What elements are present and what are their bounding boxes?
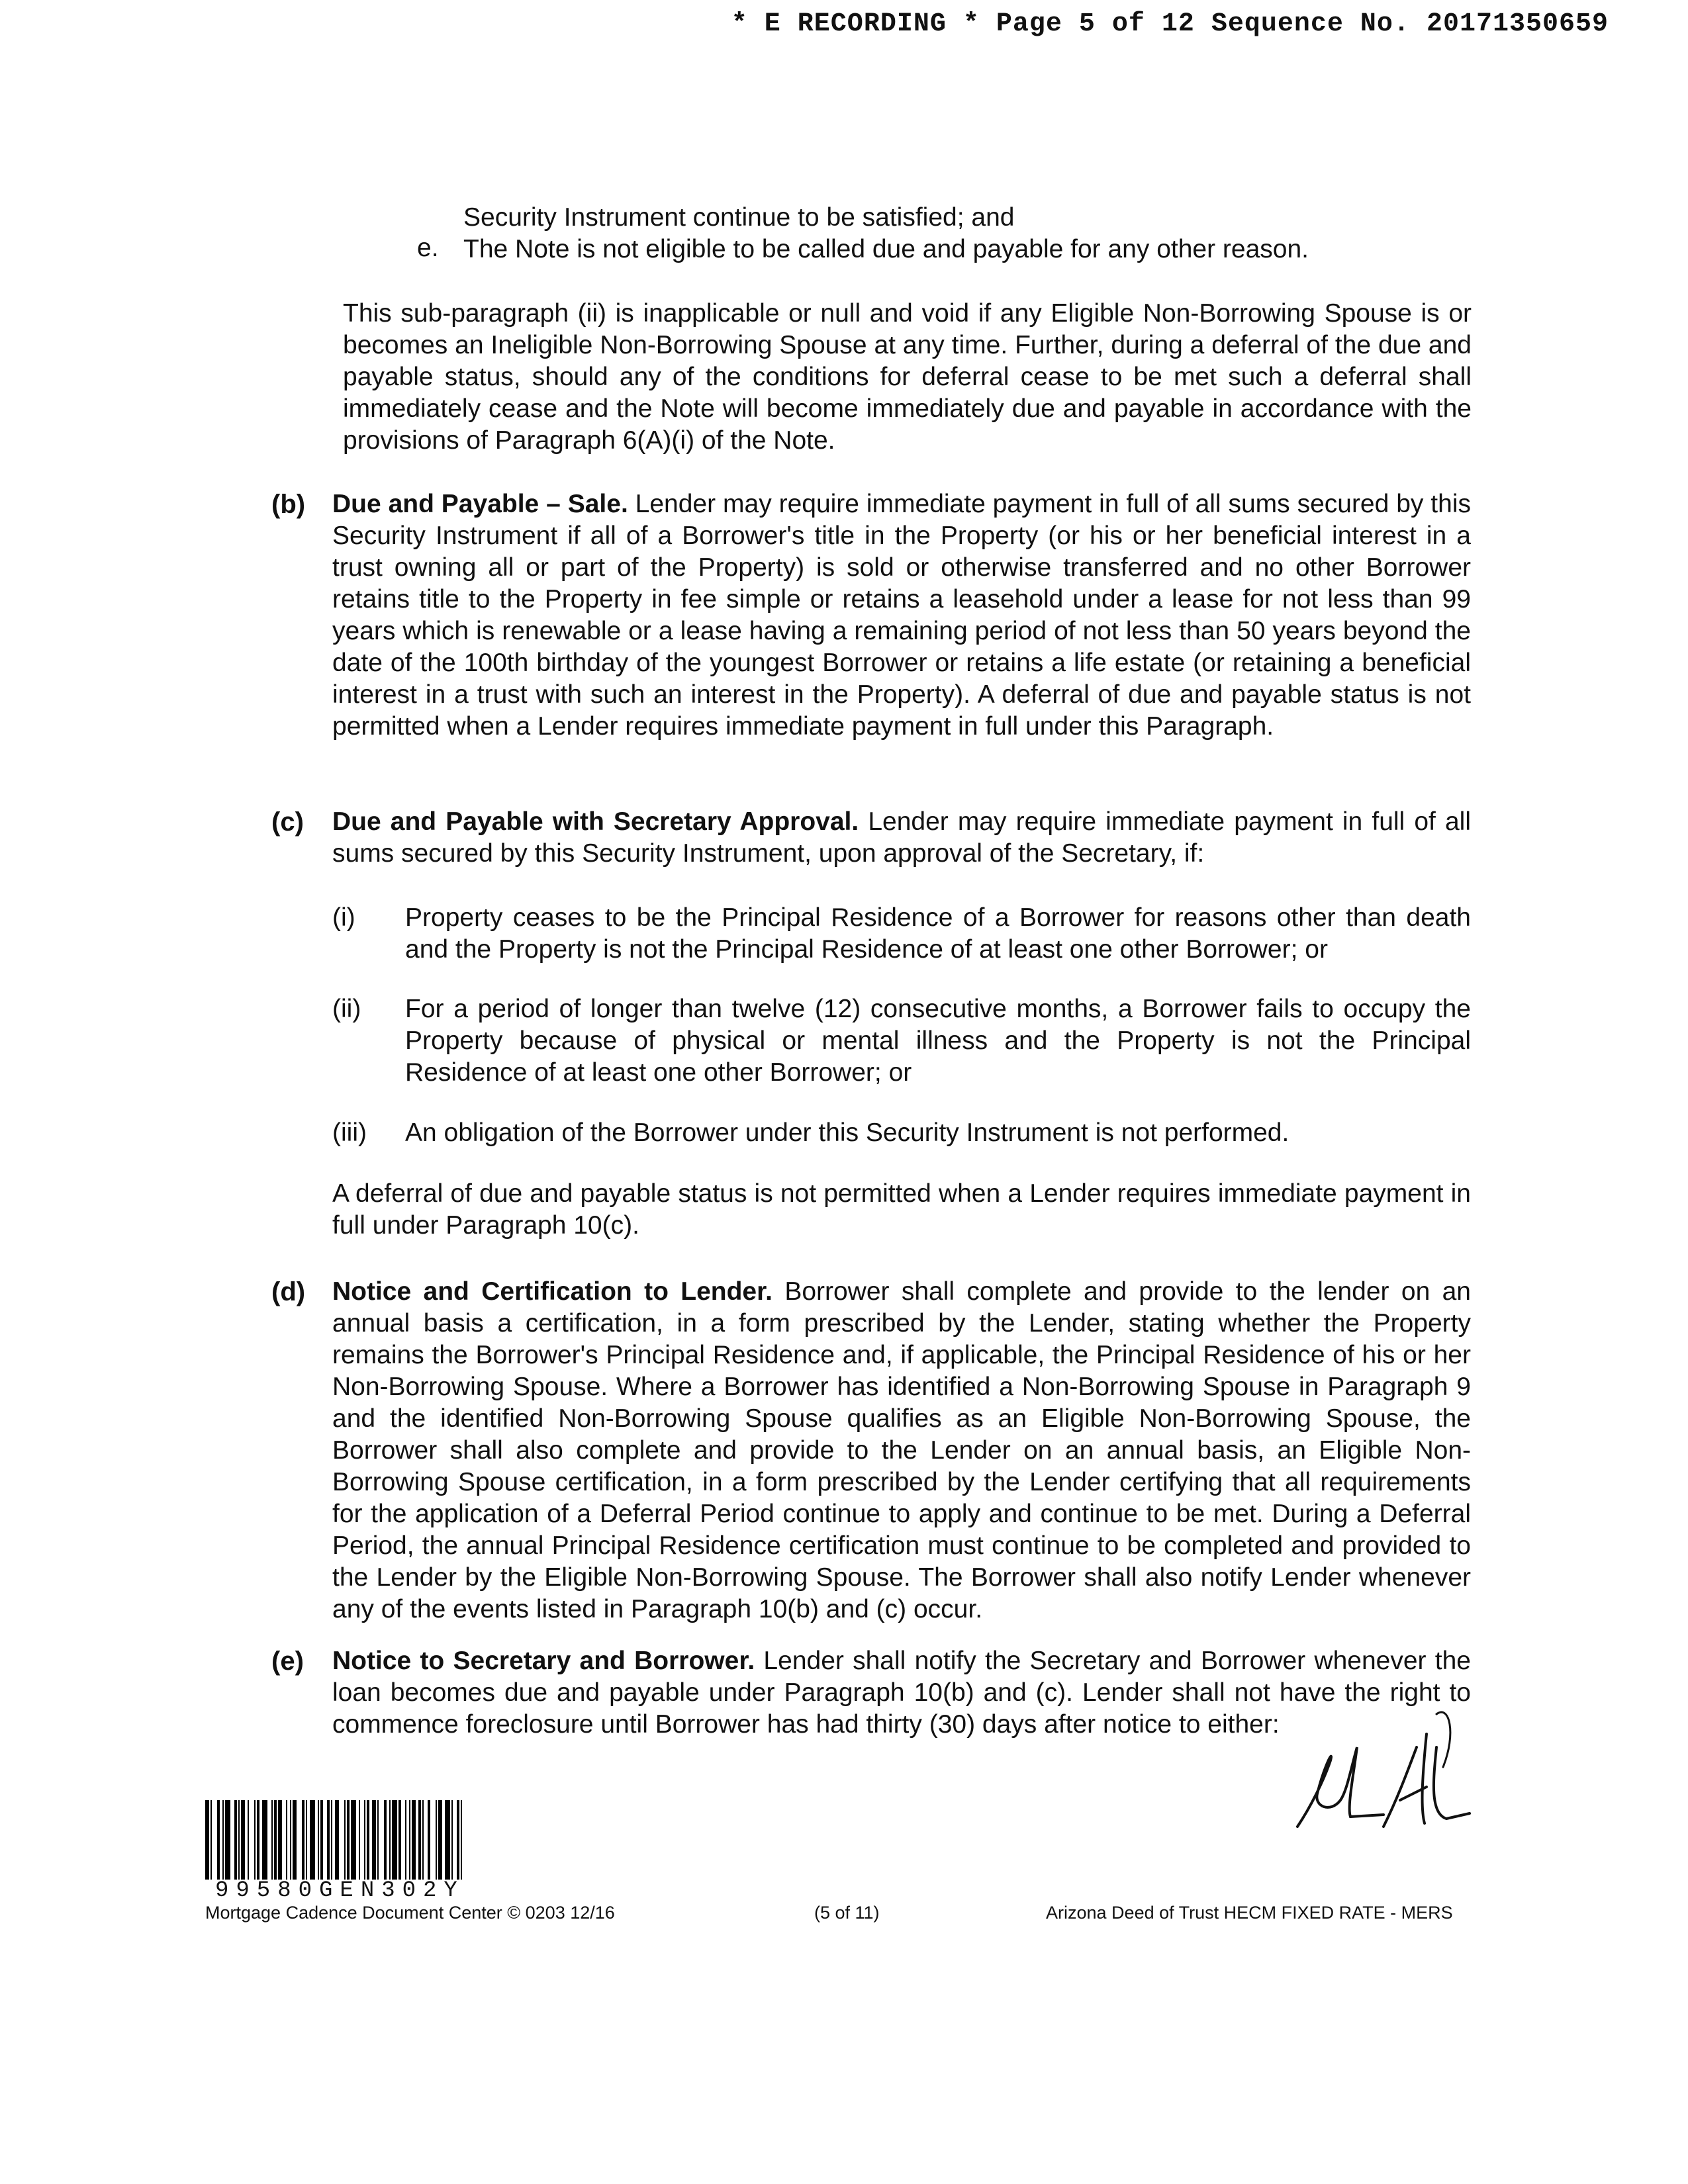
barcode-bar <box>290 1800 291 1880</box>
footer-document-center: Mortgage Cadence Document Center © 0203 12/16 <box>205 1903 615 1923</box>
barcode-bar <box>257 1800 259 1880</box>
footer-form-title: Arizona Deed of Trust HECM FIXED RATE - MERS <box>1046 1903 1453 1923</box>
barcode-bar <box>254 1800 256 1880</box>
subparagraph-ii-note: This sub-paragraph (ii) is inapplicable or null and void if any Eligible Non-Borrowing Spouse is or becomes an Ineligible Non-Borrowing Spouse at any time. Further, during a deferral of the due and payable status, should any of the conditions for deferral cease to be met such a deferral shall immediately cease and the Note will become immediately due and payable in accordance with the provisions of Paragraph 6(A)(i) of the Note. <box>343 299 1472 455</box>
section-c-item-i-label: (i) <box>332 903 355 932</box>
barcode-bar <box>205 1800 209 1880</box>
barcode-bar <box>451 1800 453 1880</box>
barcode-bar <box>344 1800 346 1880</box>
barcode-bar <box>302 1800 305 1880</box>
section-c-item-ii-label: (ii) <box>332 995 361 1023</box>
section-c-item-ii-text: For a period of longer than twelve (12) consecutive months, a Borrower fails to occupy the Property because of physical or mental illness and the Property is not the Principal Residence of at least one other Borrower; or <box>405 995 1471 1087</box>
section-e-label: (e) <box>271 1647 304 1676</box>
barcode-bar <box>389 1800 391 1880</box>
barcode-bar <box>436 1800 437 1880</box>
borrower-initials-signature <box>1284 1707 1483 1846</box>
barcode-bar <box>372 1800 376 1880</box>
barcode-text: 99580GEN302Y <box>215 1878 465 1903</box>
barcode-bar <box>335 1800 339 1880</box>
barcode-bar <box>271 1800 273 1880</box>
barcode-bar <box>248 1800 249 1880</box>
section-c-paragraph <box>332 806 1471 870</box>
section-b-paragraph <box>332 488 1471 743</box>
barcode-bar <box>310 1800 315 1880</box>
section-d-paragraph <box>332 1276 1471 1625</box>
barcode-bar <box>347 1800 350 1880</box>
barcode-bar <box>428 1800 430 1880</box>
section-c-heading: Due and Payable with Secretary Approval. <box>332 807 859 836</box>
barcode-bar <box>392 1800 397 1880</box>
section-d-heading: Notice and Certification to Lender. <box>332 1277 773 1306</box>
section-e-text: Lender shall notify the Secretary and Borrower whenever the loan becomes due and payable under Paragraph 10(b) and (c). Lender shall not have the right to commence foreclosure until Borrower has had thirty (30) days after notice to either: <box>332 1647 1471 1739</box>
barcode-bar <box>241 1800 245 1880</box>
barcode-bar <box>367 1800 369 1880</box>
barcode-bar <box>234 1800 237 1880</box>
section-c-item-i-text: Property ceases to be the Principal Residence of a Borrower for reasons other than death and the Property is not the Principal Residence of at least one other Borrower; or <box>405 903 1471 964</box>
section-c-text: Lender may require immediate payment in full of all sums secured by this Security Instrument, upon approval of the Secretary, if: <box>332 807 1471 868</box>
barcode-bar <box>457 1800 459 1880</box>
continuation-line: Security Instrument continue to be satisfied; and <box>463 203 1015 232</box>
barcode-bar <box>412 1800 416 1880</box>
section-d-text: Borrower shall complete and provide to the lender on an annual basis a certification, in a form prescribed by the Lender, stating whether the Property remains the Borrower's Principal Residence and, if applicable, the Principal Residence of his or her Non-Borrowing Spouse. Where a Borrower has identified a Non-Borrowing Spouse in Paragraph 9 and the identified Non-Borrowing Spouse qualifies as an Eligible Non-Borrowing Spouse, the Borrower shall also complete and provide to the Lender on an annual basis, an Eligible Non-Borrowing Spouse certification, in a form prescribed by the Lender certifying that all requirements for the application of a Deferral Period continue to apply and continue to be met. During a Deferral Period, the annual Principal Residence certification must continue to be completed and provided to the Lender by the Eligible Non-Borrowing Spouse. The Borrower shall also notify Lender whenever any of the events listed in Paragraph 10(b) and (c) occur. <box>332 1277 1471 1623</box>
barcode-bar <box>359 1800 360 1880</box>
barcode-bar <box>405 1800 406 1880</box>
barcode-bar <box>211 1800 212 1880</box>
section-b-heading: Due and Payable – Sale. <box>332 490 628 518</box>
section-c-label: (c) <box>271 807 304 837</box>
recording-header: * E RECORDING * Page 5 of 12 Sequence No. 20171350659 <box>731 9 1609 39</box>
item-e-label: e. <box>417 234 439 262</box>
barcode-bar <box>409 1800 410 1880</box>
barcode-bar <box>418 1800 421 1880</box>
barcode-bar <box>327 1800 330 1880</box>
barcode-bar <box>293 1800 297 1880</box>
section-b-text: Lender may require immediate payment in full of all sums secured by this Security Instrument if all of a Borrower's title in the Property (or his or her beneficial interest in a trust owning all or part of the Property) is sold or otherwise transferred and no other Borrower retains title to the Property in fee simple or retains a leasehold under a lease for not less than 99 years which is renewable or a lease having a remaining period of not less than 50 years beyond the date of the 100th birthday of the youngest Borrower or retains a life estate (or retaining a beneficial interest in a trust with such an interest in the Property). A deferral of due and payable status is not permitted when a Lender requires immediate payment in full under this Paragraph. <box>332 490 1471 741</box>
barcode-bar <box>461 1800 462 1880</box>
barcode-bar <box>225 1800 230 1880</box>
barcode-bar <box>222 1800 224 1880</box>
section-c-closing: A deferral of due and payable status is not permitted when a Lender requires immediate payment in full under Paragraph 10(c). <box>332 1179 1471 1240</box>
barcode-bar <box>318 1800 319 1880</box>
barcode-bar <box>306 1800 307 1880</box>
barcode-bar <box>445 1800 450 1880</box>
barcode-bar <box>320 1800 323 1880</box>
barcode-bar <box>377 1800 379 1880</box>
section-c-item-iii-text: An obligation of the Borrower under this Security Instrument is not performed. <box>405 1118 1289 1147</box>
footer-page-number: (5 of 11) <box>814 1903 880 1923</box>
barcode-bar <box>331 1800 332 1880</box>
barcode-bar <box>278 1800 282 1880</box>
barcode-bar <box>399 1800 401 1880</box>
barcode-bar <box>274 1800 277 1880</box>
barcode-bar <box>351 1800 356 1880</box>
barcode-bar <box>384 1800 387 1880</box>
barcode-bar <box>438 1800 442 1880</box>
document-barcode <box>205 1800 516 1880</box>
barcode-bar <box>217 1800 220 1880</box>
barcode-bar <box>238 1800 240 1880</box>
barcode-bar <box>364 1800 365 1880</box>
barcode-bar <box>422 1800 424 1880</box>
item-e-text: The Note is not eligible to be called due and payable for any other reason. <box>463 235 1309 263</box>
section-c-item-iii-label: (iii) <box>332 1118 367 1147</box>
barcode-bar <box>286 1800 287 1880</box>
section-e-heading: Notice to Secretary and Borrower. <box>332 1647 755 1675</box>
barcode-bar <box>262 1800 267 1880</box>
section-b-label: (b) <box>271 490 306 519</box>
section-d-label: (d) <box>271 1277 306 1306</box>
